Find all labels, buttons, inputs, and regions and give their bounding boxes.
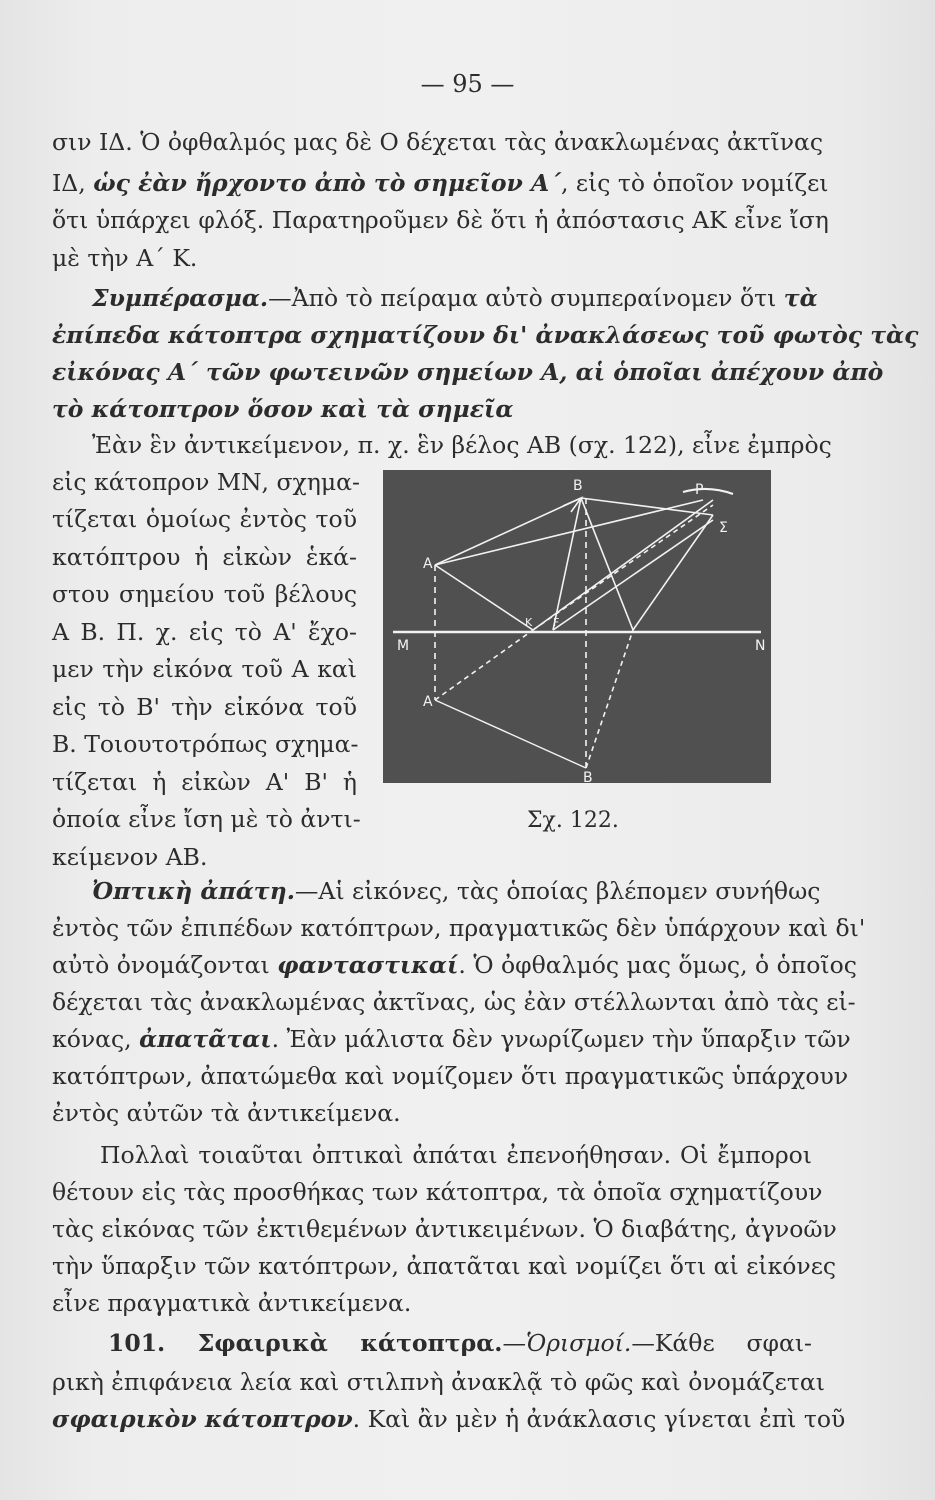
mirror-figure xyxy=(383,470,771,783)
text-line: τὰς εἰκόνας τῶν ἐκτιθεμένων ἀντικειμένων. Ὁ διαβάτης, ἀγνοῶν xyxy=(52,1215,837,1243)
label-f: F xyxy=(553,616,560,629)
text-line: εἰς κάτοπρον ΜΝ, σχημα- xyxy=(52,468,360,496)
label-b-top: B xyxy=(573,478,583,494)
text-line: Ἐὰν ἓν ἀντικείμενον, π. χ. ἓν βέλος ΑΒ (σχ. 122), εἶνε ἐμπρὸς xyxy=(92,431,832,459)
text-line: τίζεται ὁμοίως ἐντὸς τοῦ xyxy=(52,505,357,533)
text-line: τὴν ὕπαρξιν τῶν κατόπτρων, ἀπατᾶται καὶ νομίζει ὅτι αἱ εἰκόνες xyxy=(52,1252,837,1280)
section-heading: 101. Σφαιρικὰ κάτοπτρα. xyxy=(108,1329,503,1357)
text-line: Β. Τοιουτοτρόπως σχημα- xyxy=(52,730,359,758)
text-line: εἰς τὸ Β' τὴν εἰκόνα τοῦ xyxy=(52,693,357,721)
text-line: κείμενον ΑΒ. xyxy=(52,843,208,871)
text-line: δέχεται τὰς ἀνακλωμένας ἀκτῖνας, ὡς ἐὰν στέλλωνται ἀπὸ τὰς εἰ- xyxy=(52,988,856,1016)
text-line: κατόπτρων, ἀπατώμεθα καὶ νομίζομεν ὅτι πραγματικῶς ὑπάρχουν xyxy=(52,1062,849,1090)
label-a-top: A xyxy=(423,556,433,572)
text-line: μεν τὴν εἰκόνα τοῦ Α καὶ xyxy=(52,655,357,683)
text-line: ΙΔ, ὡς ἐὰν ἤρχοντο ἀπὸ τὸ σημεῖον Α΄, εἰς τὸ ὁποῖον νομίζει xyxy=(52,169,829,197)
text-line: θέτουν εἰς τὰς προσθήκας των κάτοπτρα, τὰ ὁποῖα σχηματίζουν xyxy=(52,1178,823,1206)
text-line: ἐντὸς τῶν ἐπιπέδων κατόπτρων, πραγματικῶς δὲν ὑπάρχουν καὶ δι' xyxy=(52,914,866,942)
label-n: N xyxy=(755,638,766,654)
section-heading: Συμπέρασμα. xyxy=(92,284,269,312)
text-line: Συμπέρασμα.—Ἀπὸ τὸ πείραμα αὐτὸ συμπεραίνομεν ὅτι τὰ xyxy=(92,284,818,312)
page-number: — 95 — xyxy=(420,70,515,98)
text-line: αὐτὸ ὀνομάζονται φανταστικαί. Ὁ ὀφθαλμός μας ὅμως, ὁ ὁποῖος xyxy=(52,951,857,979)
text-line: τίζεται ἡ εἰκὼν Α' Β' ἡ xyxy=(52,768,357,796)
text-line: ὅτι ὑπάρχει φλόξ. Παρατηροῦμεν δὲ ὅτι ἡ ἀπόστασις ΑΚ εἶνε ἴση xyxy=(52,206,829,234)
figure-caption: Σχ. 122. xyxy=(527,808,619,833)
text-line: τὸ κάτοπτρον ὅσον καὶ τὰ σημεῖα xyxy=(52,395,514,423)
text-line: κατόπτρου ἡ εἰκὼν ἑκά- xyxy=(52,543,357,571)
label-sigma: Σ xyxy=(719,520,728,536)
text-line: σιν ΙΔ. Ὁ ὀφθαλμός μας δὲ Ο δέχεται τὰς ἀνακλωμένας ἀκτῖνας xyxy=(52,128,824,156)
text-line: μὲ τὴν Α΄ Κ. xyxy=(52,244,198,272)
text-line: εἰκόνας Α΄ τῶν φωτεινῶν σημείων Α, αἱ ὁποῖαι ἀπέχουν ἀπὸ xyxy=(52,358,884,386)
label-p: P xyxy=(695,482,704,498)
label-k: K xyxy=(525,616,533,629)
label-b-bottom: B xyxy=(583,770,593,783)
text-line: Πολλαὶ τοιαῦται ὀπτικαὶ ἀπάται ἐπενοήθησαν. Οἱ ἔμποροι xyxy=(100,1141,812,1169)
text-line: Ὀπτικὴ ἀπάτη.—Αἱ εἰκόνες, τὰς ὁποίας βλέπομεν συνήθως xyxy=(92,877,821,905)
text-line: 101. Σφαιρικὰ κάτοπτρα.—Ὁρισμοί.—Κάθε σφαι- xyxy=(108,1329,812,1357)
text-line: ὁποία εἶνε ἴση μὲ τὸ ἀντι- xyxy=(52,805,361,833)
text-line: Α Β. Π. χ. εἰς τὸ Α' ἔχο- xyxy=(52,618,357,646)
text-line: εἶνε πραγματικὰ ἀντικείμενα. xyxy=(52,1289,412,1317)
text-line: σφαιρικὸν κάτοπτρον. Καὶ ἂν μὲν ἡ ἀνάκλασις γίνεται ἐπὶ τοῦ xyxy=(52,1405,846,1433)
text-line: ἐπίπεδα κάτοπτρα σχηματίζουν δι' ἀνακλάσεως τοῦ φωτὸς τὰς xyxy=(52,321,919,349)
label-m: M xyxy=(397,638,410,654)
text-line: ρικὴ ἐπιφάνεια λεία καὶ στιλπνὴ ἀνακλᾷ τὸ φῶς καὶ ὀνομάζεται xyxy=(52,1368,825,1396)
text-line: κόνας, ἀπατᾶται. Ἐὰν μάλιστα δὲν γνωρίζωμεν τὴν ὕπαρξιν τῶν xyxy=(52,1025,851,1053)
label-a-bottom: A xyxy=(423,694,433,710)
section-heading: Ὀπτικὴ ἀπάτη. xyxy=(92,877,295,905)
text-line: ἐντὸς αὐτῶν τὰ ἀντικείμενα. xyxy=(52,1099,401,1127)
text-line: στου σημείου τοῦ βέλους xyxy=(52,580,357,608)
